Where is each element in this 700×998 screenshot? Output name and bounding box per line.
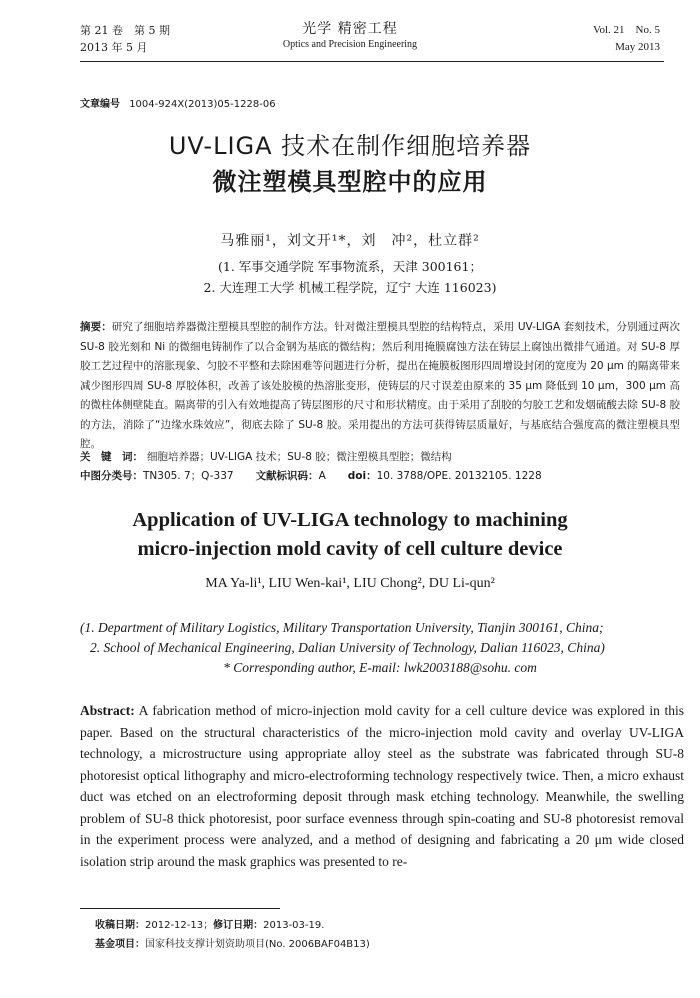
header-right bbox=[593, 22, 660, 56]
article-number-label: 文章编号 bbox=[80, 99, 120, 110]
affiliations-cn bbox=[0, 256, 700, 298]
date-cn: 2013 年 5 月 bbox=[80, 41, 148, 54]
affiliation-en-1: (1. Department of Military Logistics, Military Transportation University, Tianjin 300161, China; bbox=[80, 620, 604, 635]
keywords-cn bbox=[80, 449, 680, 464]
abstract-cn bbox=[80, 318, 680, 455]
article-number-value: 1004-924X(2013)05-1228-06 bbox=[129, 99, 276, 110]
date-en: May 2013 bbox=[615, 41, 660, 53]
authors-en: MA Ya-li¹, LIU Wen-kai¹, LIU Chong², DU Li-qun² bbox=[205, 576, 495, 591]
revised-value: 2013-03-19. bbox=[263, 920, 325, 931]
fund-footnote bbox=[95, 935, 370, 954]
doc-code-value: A bbox=[318, 470, 326, 482]
corresponding-author: * Corresponding author, E-mail: lwk2003188@sohu. com bbox=[223, 660, 537, 675]
doc-code-label: 文献标识码： bbox=[255, 470, 319, 482]
journal-name-en: Optics and Precision Engineering bbox=[282, 39, 418, 50]
title-en-line1: Application of UV-LIGA technology to machining bbox=[132, 509, 568, 531]
affiliation-cn-1: (1. 军事交通学院 军事物流系，天津 300161； bbox=[218, 259, 482, 274]
received-label: 收稿日期： bbox=[95, 920, 145, 931]
keywords-cn-text: 细胞培养器；UV-LIGA 技术；SU-8 胶；微注塑模具型腔；微结构 bbox=[147, 451, 452, 463]
abstract-en-text: A fabrication method of micro-injection mold cavity for a cell culture device was explored in this paper. Based on the structural characteristics of the micro-injection mold cavity and overlay UV-LIGA technology, a microstructure using appropriate alloy steel as the substrate was fabricated through SU-8 photoresist optical lithography and micro-electroforming technology respectively twice. Then, a micro exhaust duct was etched on an electroforming deposit through mask etching technology. Meanwhile, the swelling problem of SU-8 thick photoresist, poor surface evenness through spin-coating and SU-8 photoresist removal in the experiment process were analyzed, and a method of designing and fabricating a 20 μm wide closed isolation strip around the mask graphics was presented to re- bbox=[80, 703, 684, 869]
title-cn-line1: UV-LIGA 技术在制作细胞培养器 bbox=[168, 132, 532, 160]
volume-issue-cn: 第 21 卷 第 5 期 bbox=[80, 24, 170, 37]
article-number bbox=[80, 95, 276, 110]
affiliations-en bbox=[80, 618, 680, 678]
affiliation-en-2: 2. School of Mechanical Engineering, Dalian University of Technology, Dalian 116023, China) bbox=[90, 640, 605, 655]
received-value: 2012-12-13； bbox=[145, 920, 214, 931]
title-en bbox=[0, 506, 700, 564]
dates-footnote bbox=[95, 916, 370, 935]
doi-label: doi： bbox=[347, 470, 377, 482]
title-en-line2: micro-injection mold cavity of cell culture device bbox=[137, 538, 563, 560]
authors-cn: 马雅丽¹，刘文开¹*，刘 冲²，杜立群² bbox=[220, 233, 480, 249]
abstract-cn-text: 研究了细胞培养器微注塑模具型腔的制作方法。针对微注塑模具型腔的结构特点，采用 UV-LIGA 套刻技术，分别通过两次 SU-8 胶光刻和 Ni 的微细电铸制作了以合金钢为基底的微结构；然后利用掩膜腐蚀方法在铸层上腐蚀出微排气通道。对 SU-8 厚胶工艺过程中的溶胀现象、匀胶不平整和去除困难等问题进行分析，提出在掩膜板图形四周增设封闭的宽度为 20 μm 的隔离带来减少图形四周 SU-8 厚胶体积，改善了该处胶模的热溶胀变形，使铸层的尺寸误差由原来的 35 μm 降低到 10 μm，300 μm 高的微柱体侧壁陡直。隔离带的引入有效地提高了铸层图形的尺寸和形状精度。由于采用了刮胶的匀胶工艺和发烟硫酸去除 SU-8 胶的方法，消除了“边缘水珠效应”，彻底去除了 SU-8 胶。采用提出的方法可获得铸层质量好，与基底结合强度高的微注塑模具型腔。 bbox=[80, 321, 681, 450]
fund-label: 基金项目： bbox=[95, 939, 145, 950]
header-divider bbox=[80, 61, 664, 62]
volume-issue-en: Vol. 21 No. 5 bbox=[592, 24, 660, 36]
footnotes bbox=[95, 916, 370, 954]
doi-value[interactable]: 10. 3788/OPE. 20132105. 1228 bbox=[376, 470, 542, 482]
journal-name-cn: 光学 精密工程 bbox=[302, 21, 398, 37]
revised-label: 修订日期： bbox=[213, 920, 264, 931]
title-cn-line2: 微注塑模具型腔中的应用 bbox=[212, 168, 488, 196]
footnote-divider bbox=[80, 908, 280, 909]
affiliation-cn-2: 2. 大连理工大学 机械工程学院，辽宁 大连 116023) bbox=[203, 280, 497, 295]
abstract-en bbox=[80, 700, 684, 872]
abstract-cn-label: 摘要： bbox=[80, 321, 112, 333]
classification-line bbox=[80, 468, 680, 483]
fund-value: 国家科技支撑计划资助项目(No. 2006BAF04B13) bbox=[145, 939, 370, 950]
clc-label: 中图分类号： bbox=[80, 470, 143, 482]
keywords-cn-label: 关 键 词： bbox=[80, 451, 143, 463]
clc-value: TN305. 7；Q-337 bbox=[143, 470, 234, 482]
abstract-en-label: Abstract: bbox=[80, 703, 135, 718]
title-cn bbox=[0, 128, 700, 200]
